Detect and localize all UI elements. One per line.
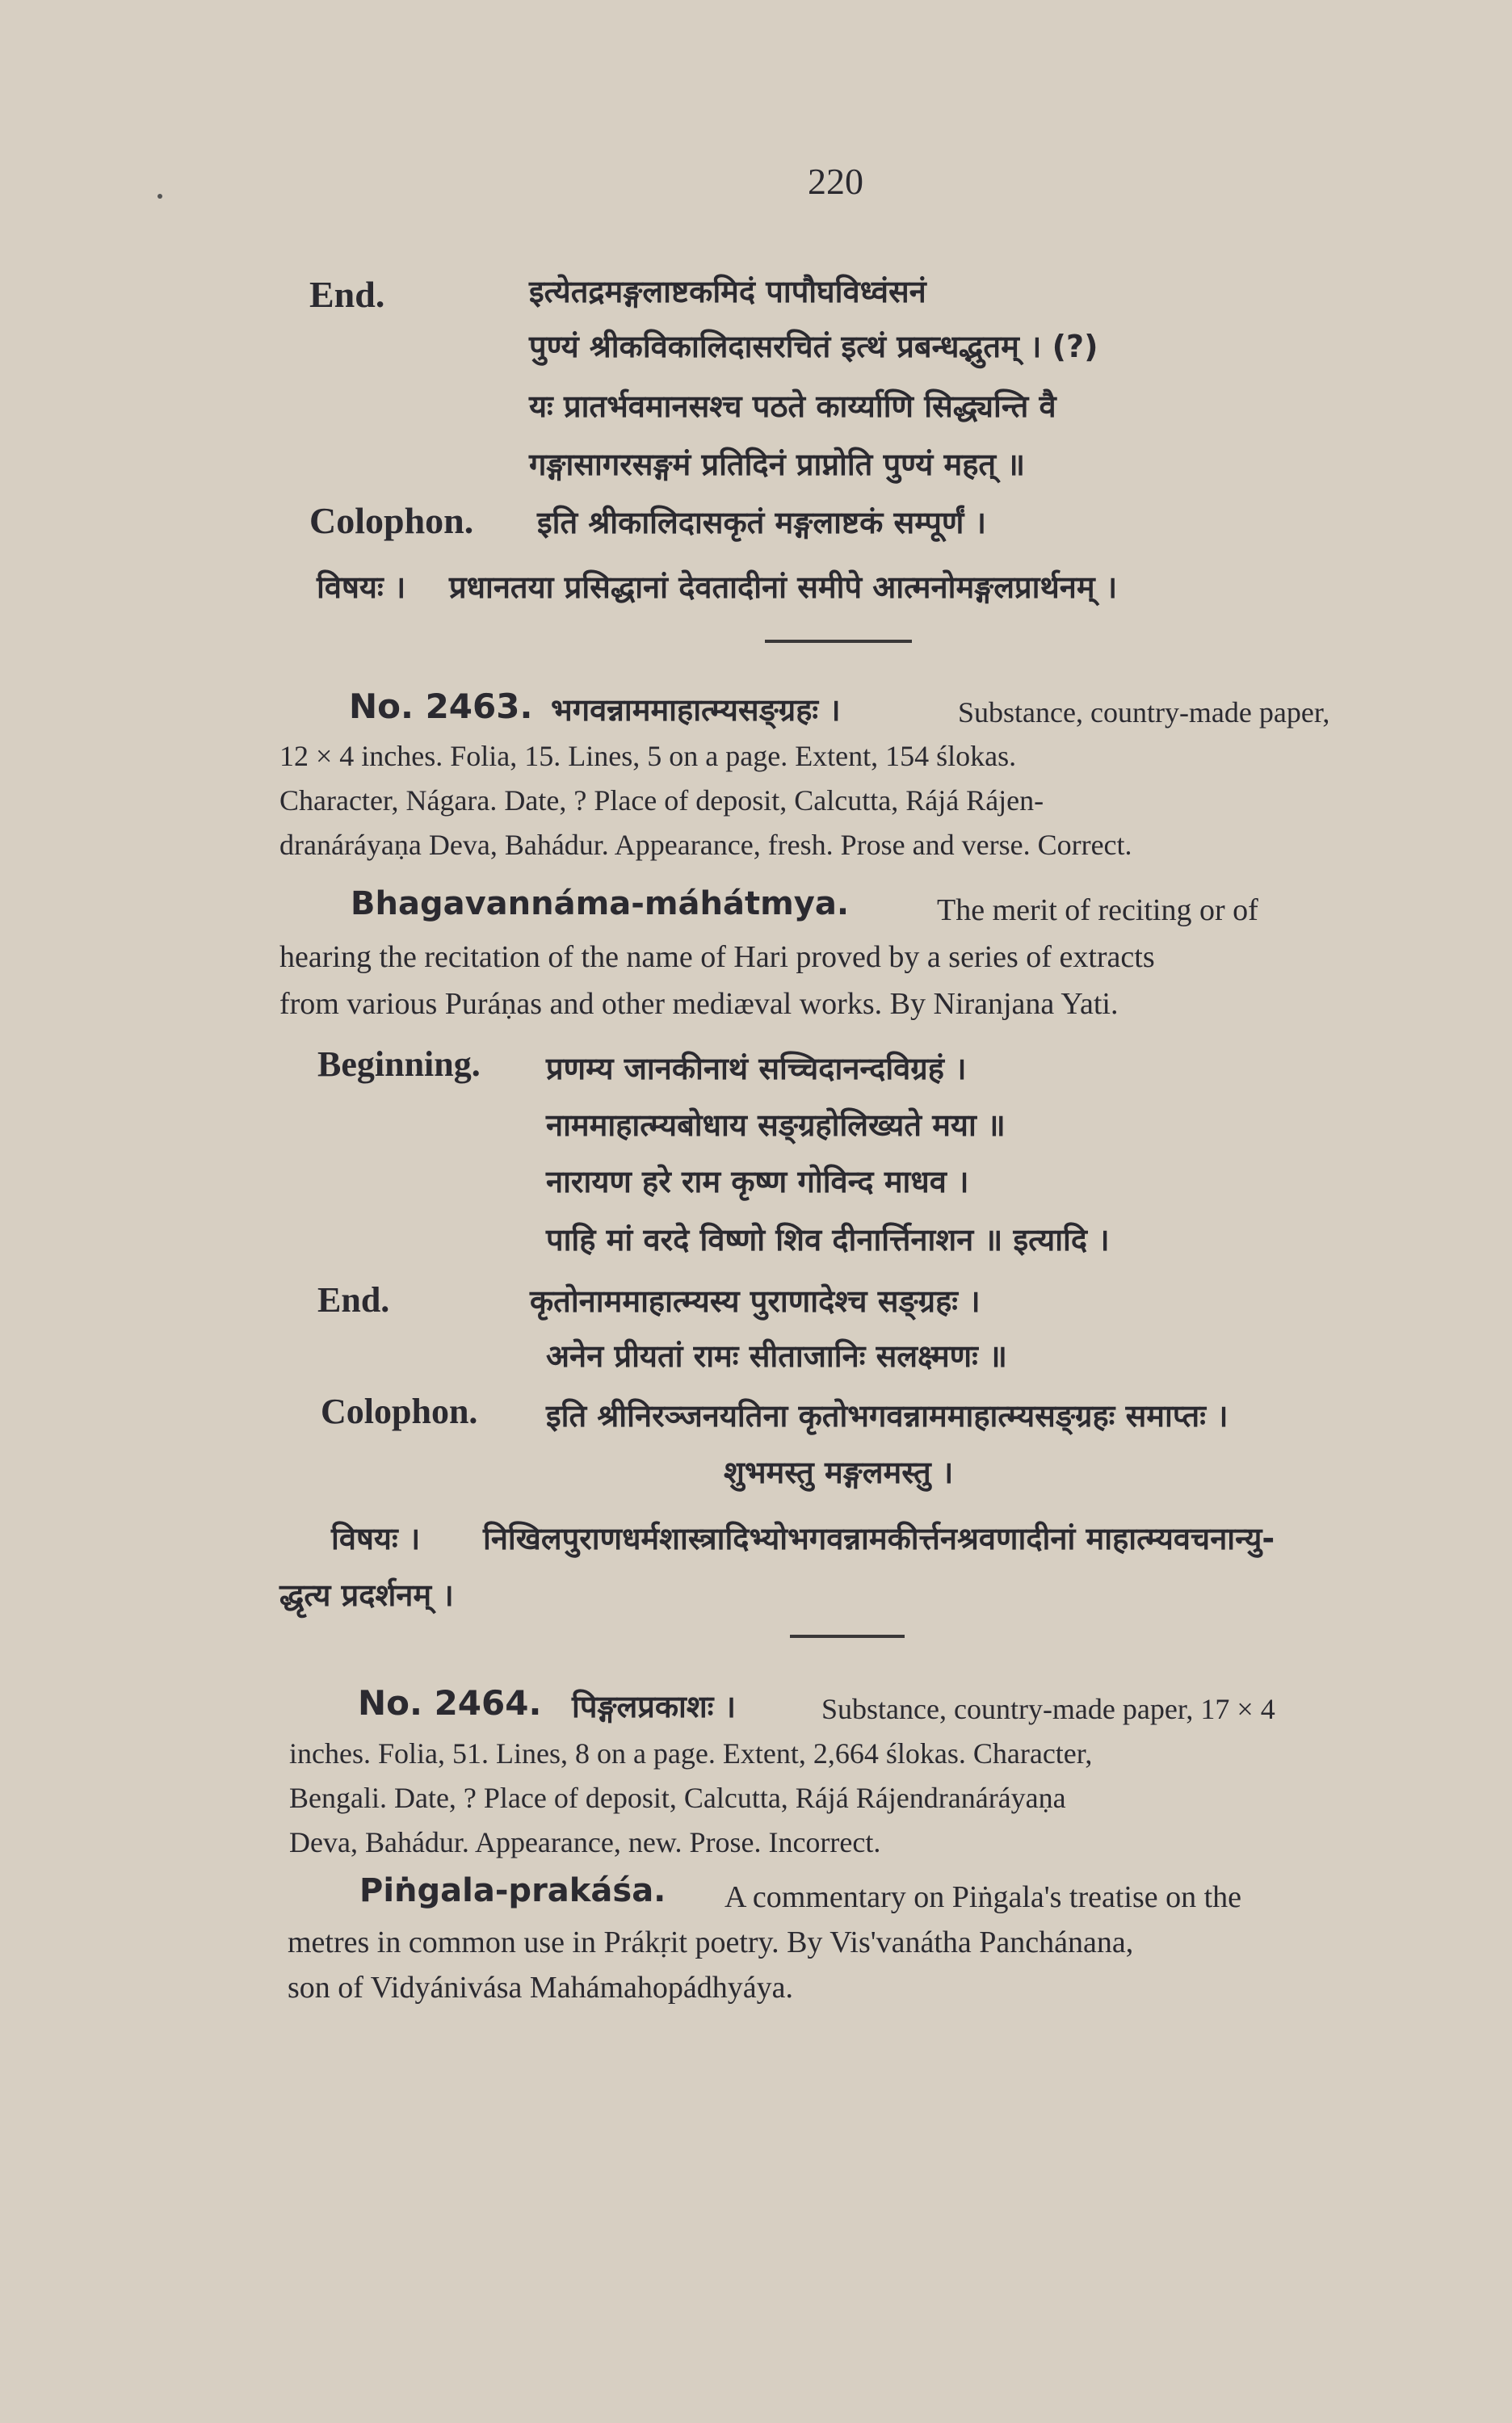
entry-desc-line-4: dranáráyaṇa Deva, Bahádur. Appearance, fresh. Prose and verse. Correct. xyxy=(279,829,1132,861)
subject-label: विषयः । xyxy=(317,569,406,605)
colophon-text: इति श्रीकालिदासकृतं मङ्गलाष्टकं सम्पूर्णं । xyxy=(537,505,987,540)
entry-number: No. 2463. xyxy=(349,687,533,726)
end-line-2463-1: कृतोनाममाहात्म्यस्य पुराणादेश्च सङ्ग्रहः । xyxy=(530,1283,981,1319)
entry-desc-2464-line-4: Deva, Bahádur. Appearance, new. Prose. Incorrect. xyxy=(289,1826,881,1858)
entry-desc-2464-line-3: Bengali. Date, ? Place of deposit, Calcutta, Rájá Rájendranáráyaṇa xyxy=(289,1782,1066,1814)
work-title: Bhagavannáma-máhátmya. xyxy=(351,885,850,922)
end-line-2: पुण्यं श्रीकविकालिदासरचितं इत्थं प्रबन्धद्भुतम् । (?) xyxy=(529,329,1098,364)
paper-speck xyxy=(158,194,162,199)
end-line-2463-2: अनेन प्रीयतां रामः सीताजानिः सलक्ष्मणः ॥ xyxy=(546,1338,1007,1374)
section-divider xyxy=(765,640,912,643)
subject-label-2463: विषयः । xyxy=(331,1521,421,1556)
colophon-label-2463: Colophon. xyxy=(321,1392,478,1431)
entry-number-2464: No. 2464. xyxy=(358,1683,542,1723)
summary-2464-line-3: son of Vidyánivása Mahámahopádhyáya. xyxy=(288,1971,793,2005)
summary-2464-line-1: A commentary on Piṅgala's treatise on the xyxy=(724,1880,1242,1914)
beginning-line-3: नारायण हरे राम कृष्ण गोविन्द माधव । xyxy=(546,1164,969,1199)
entry-desc-2464-line-2: inches. Folia, 51. Lines, 8 on a page. Extent, 2,664 ślokas. Character, xyxy=(289,1737,1093,1770)
end-label-2463: End. xyxy=(317,1280,390,1320)
summary-line-1: The merit of reciting or of xyxy=(937,893,1258,927)
page-number: 220 xyxy=(808,161,863,202)
subject-line-2463-1: निखिलपुराणधर्मशास्त्रादिभ्योभगवन्नामकीर्त्तनश्रवणादीनां माहात्म्यवचनान्यु- xyxy=(483,1521,1275,1556)
summary-2464-line-2: metres in common use in Prákṛit poetry. By Vis'vanátha Panchánana, xyxy=(288,1925,1134,1959)
summary-line-2: hearing the recitation of the name of Hari proved by a series of extracts xyxy=(279,940,1155,974)
end-label: End. xyxy=(309,274,385,315)
entry-desc-line-3: Character, Nágara. Date, ? Place of deposit, Calcutta, Rájá Rájen- xyxy=(279,784,1044,817)
entry-desc-line-2: 12 × 4 inches. Folia, 15. Lines, 5 on a page. Extent, 154 ślokas. xyxy=(279,740,1017,772)
entry-sanskrit-title-2464: पिङ्गलप्रकाशः । xyxy=(572,1689,737,1724)
entry-sanskrit-title: भगवन्नाममाहात्म्यसङ्ग्रहः । xyxy=(551,692,841,728)
beginning-line-4: पाहि मां वरदे विष्णो शिव दीनार्त्तिनाशन ॥ इत्यादि । xyxy=(546,1222,1110,1258)
end-line-4: गङ्गासागरसङ्गमं प्रतिदिनं प्राप्नोति पुण्यं महत् ॥ xyxy=(529,447,1026,482)
colophon-line-2463-2: शुभमस्तु मङ्गलमस्तु । xyxy=(724,1455,954,1490)
colophon-label: Colophon. xyxy=(309,500,474,541)
beginning-line-2: नाममाहात्म्यबोधाय सङ्ग्रहोलिख्यते मया ॥ xyxy=(546,1107,1006,1143)
subject-line-2463-2: द्धृत्य प्रदर्शनम् । xyxy=(279,1577,454,1613)
colophon-line-2463-1: इति श्रीनिरञ्जनयतिना कृतोभगवन्नाममाहात्म्यसङ्ग्रहः समाप्तः । xyxy=(546,1398,1228,1434)
beginning-label: Beginning. xyxy=(317,1044,481,1084)
end-line-3: यः प्रातर्भवमानसश्च पठते कार्य्याणि सिद्ध्यन्ति वै xyxy=(529,388,1056,424)
entry-desc-2464-line-1: Substance, country-made paper, 17 × 4 xyxy=(821,1693,1275,1725)
end-line-1: इत्येतद्रमङ्गलाष्टकमिदं पापौघविध्वंसनं xyxy=(529,274,926,309)
summary-line-3: from various Puráṇas and other mediæval works. By Niranjana Yati. xyxy=(279,987,1119,1021)
entry-desc-line-1: Substance, country-made paper, xyxy=(958,696,1330,729)
subject-text: प्रधानतया प्रसिद्धानां देवतादीनां समीपे आत्मनोमङ्गलप्रार्थनम् । xyxy=(449,569,1118,605)
entry-divider xyxy=(790,1635,905,1638)
beginning-line-1: प्रणम्य जानकीनाथं सच्चिदानन्दविग्रहं । xyxy=(546,1051,967,1086)
work-title-2464: Piṅgala-prakáśa. xyxy=(359,1872,666,1909)
